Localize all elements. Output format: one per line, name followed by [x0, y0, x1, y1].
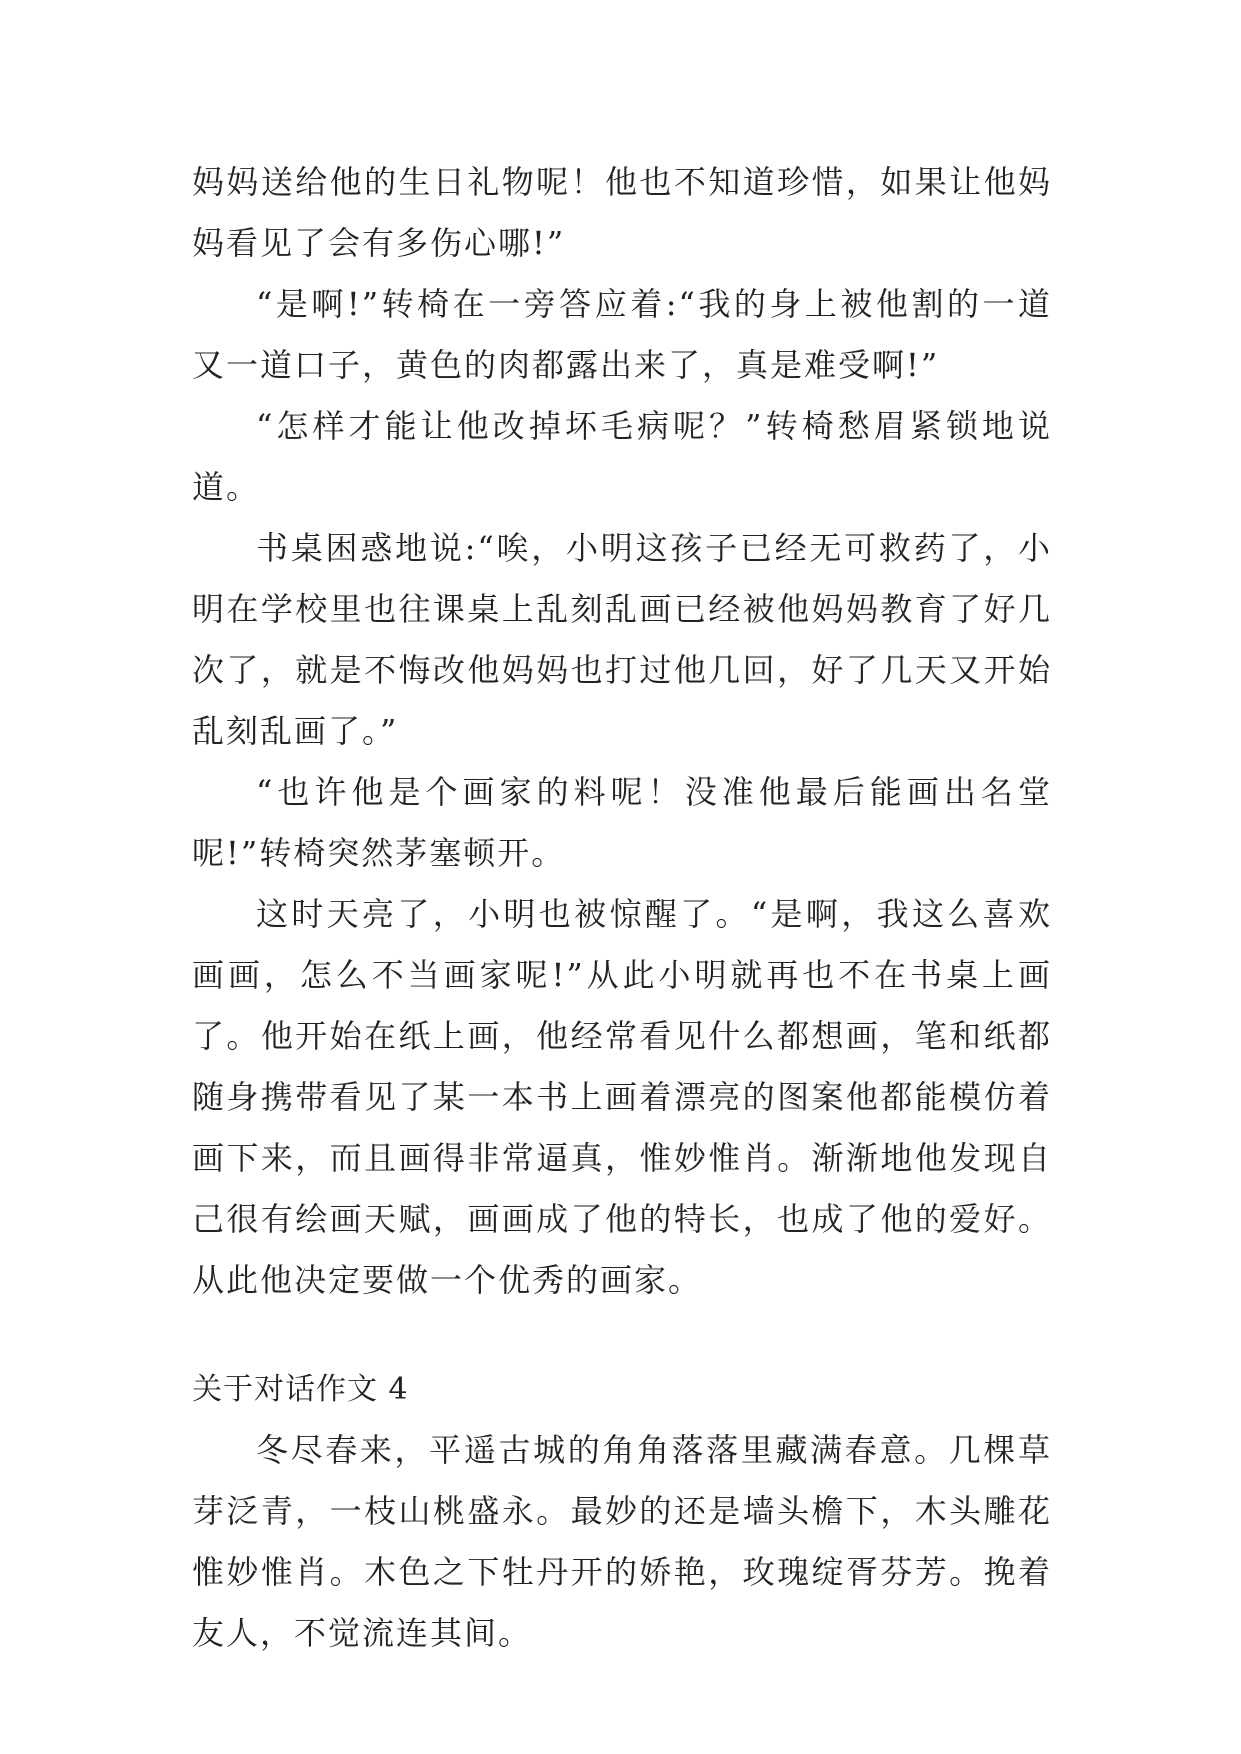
paragraph-5: “也许他是个画家的料呢！没准他最后能画出名堂呢!”转椅突然茅塞顿开。	[192, 773, 1052, 872]
section-title: 关于对话作文 4	[192, 1372, 409, 1407]
paragraph-6: 这时天亮了，小明也被惊醒了。“是啊，我这么喜欢画画，怎么不当画家呢!”从此小明就再也不在书桌上画了。他开始在纸上画，他经常看见什么都想画，笔和纸都随身携带看见了某一本书上画着漂亮的图案他都能模仿着画下来，而且画得非常逼真，惟妙惟肖。渐渐地他发现自己很有绘画天赋，画画成了他的特长，也成了他的爱好。从此他决定要做一个优秀的画家。	[192, 895, 1052, 1299]
paragraph-3: “怎样才能让他改掉坏毛病呢？”转椅愁眉紧锁地说道。	[192, 407, 1052, 506]
paragraph-2: “是啊!”转椅在一旁答应着:“我的身上被他割的一道又一道口子，黄色的肉都露出来了，真是难受啊!”	[192, 285, 1052, 384]
paragraph-7: 冬尽春来，平遥古城的角角落落里藏满春意。几棵草芽泛青，一枝山桃盛永。最妙的还是墙头檐下，木头雕花惟妙惟肖。木色之下牡丹开的娇艳，玫瑰绽胥芬芳。挽着友人，不觉流连其间。	[192, 1431, 1052, 1652]
document-body	[192, 152, 1052, 1664]
paragraph-1: 妈妈送给他的生日礼物呢！他也不知道珍惜，如果让他妈妈看见了会有多伤心哪!”	[192, 163, 1052, 262]
paragraph-4: 书桌困惑地说:“唉，小明这孩子已经无可救药了，小明在学校里也往课桌上乱刻乱画已经被他妈妈教育了好几次了，就是不悔改他妈妈也打过他几回，好了几天又开始乱刻乱画了。”	[192, 529, 1052, 750]
